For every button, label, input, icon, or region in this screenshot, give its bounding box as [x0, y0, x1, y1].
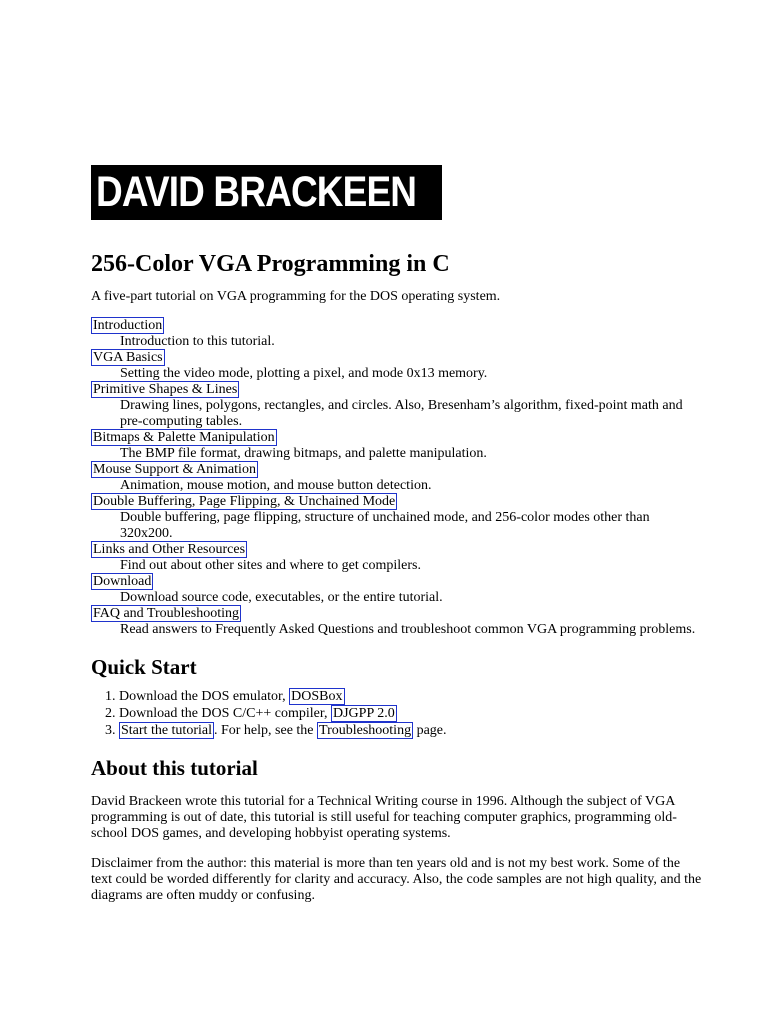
- about-paragraph-1: David Brackeen wrote this tutorial for a Technical Writing course in 1996. Although the subject of VGA programming is out of date, this tutorial is still useful for teaching computer graphics, programming old-school DOS games, and developing hobbyist operating systems.: [91, 794, 677, 841]
- toc-term-bitmaps: [91, 430, 703, 446]
- toc-link-bitmaps[interactable]: Bitmaps & Palette Manipulation: [93, 430, 275, 445]
- toc-term-faq: [91, 606, 703, 622]
- list-item: [119, 688, 703, 705]
- about-section: [91, 755, 703, 904]
- toc-term-download: [91, 574, 703, 590]
- toc-desc-links: Find out about other sites and where to get compilers.: [120, 558, 421, 573]
- toc-term-links: [91, 542, 703, 558]
- toc-desc-vga-basics: Setting the video mode, plotting a pixel, and mode 0x13 memory.: [120, 366, 488, 381]
- list-item: [119, 722, 703, 739]
- quick-start-text-3a: . For help, see the: [213, 723, 318, 738]
- toc-desc-introduction: Introduction to this tutorial.: [120, 334, 275, 349]
- toc-link-primitive-shapes[interactable]: Primitive Shapes & Lines: [93, 382, 238, 397]
- quick-start-text-1: Download the DOS emulator,: [119, 689, 290, 704]
- page-subtitle: A five-part tutorial on VGA programming for the DOS operating system.: [91, 289, 501, 304]
- toc-link-links[interactable]: Links and Other Resources: [93, 542, 246, 557]
- quick-start-text-2: Download the DOS C/C++ compiler,: [119, 706, 331, 721]
- about-paragraph-2: Disclaimer from the author: this material is more than ten years old and is not my best work. Some of the text could be worded differently for clarity and accuracy. Also, the code samples are not high quality, and the diagrams are often muddy or confusing.: [91, 856, 702, 903]
- page-title: 256-Color VGA Programming in C: [91, 251, 450, 277]
- quick-start-text-3b: page.: [413, 723, 447, 738]
- quick-start-list: [91, 688, 703, 739]
- toc-link-introduction[interactable]: Introduction: [93, 318, 163, 333]
- toc-desc-faq: Read answers to Frequently Asked Questions and troubleshoot common VGA programming problems.: [120, 622, 696, 637]
- dosbox-link[interactable]: DOSBox: [291, 689, 343, 704]
- toc-desc-download: Download source code, executables, or the entire tutorial.: [120, 590, 443, 605]
- site-logo-text: DAVID BRACKEEN: [96, 168, 417, 216]
- toc-desc-primitive-shapes: Drawing lines, polygons, rectangles, and circles. Also, Bresenham’s algorithm, fixed-point math and pre-computing tables.: [120, 398, 683, 429]
- toc-desc-mouse-support: Animation, mouse motion, and mouse button detection.: [120, 478, 432, 493]
- quick-start-heading: Quick Start: [91, 655, 197, 679]
- toc-link-vga-basics[interactable]: VGA Basics: [93, 350, 163, 365]
- toc-term-double-buffering: [91, 494, 703, 510]
- troubleshooting-link[interactable]: Troubleshooting: [319, 723, 412, 738]
- page-content: [91, 165, 703, 904]
- about-heading: About this tutorial: [91, 756, 258, 780]
- site-logo[interactable]: [91, 165, 442, 220]
- toc-desc-double-buffering: Double buffering, page flipping, structure of unchained mode, and 256-color modes other than 320x200.: [120, 510, 650, 541]
- toc-desc-bitmaps: The BMP file format, drawing bitmaps, and palette manipulation.: [120, 446, 487, 461]
- djgpp-link[interactable]: DJGPP 2.0: [333, 706, 395, 721]
- toc-link-mouse-support[interactable]: Mouse Support & Animation: [93, 462, 256, 477]
- toc-term-introduction: [91, 318, 703, 334]
- start-tutorial-link[interactable]: Start the tutorial: [121, 723, 212, 738]
- toc-term-vga-basics: [91, 350, 703, 366]
- toc-link-faq[interactable]: FAQ and Troubleshooting: [93, 606, 239, 621]
- table-of-contents: [91, 318, 703, 638]
- toc-term-mouse-support: [91, 462, 703, 478]
- toc-link-download[interactable]: Download: [93, 574, 152, 589]
- list-item: [119, 705, 703, 722]
- toc-term-primitive-shapes: [91, 382, 703, 398]
- toc-link-double-buffering[interactable]: Double Buffering, Page Flipping, & Unchained Mode: [93, 494, 396, 509]
